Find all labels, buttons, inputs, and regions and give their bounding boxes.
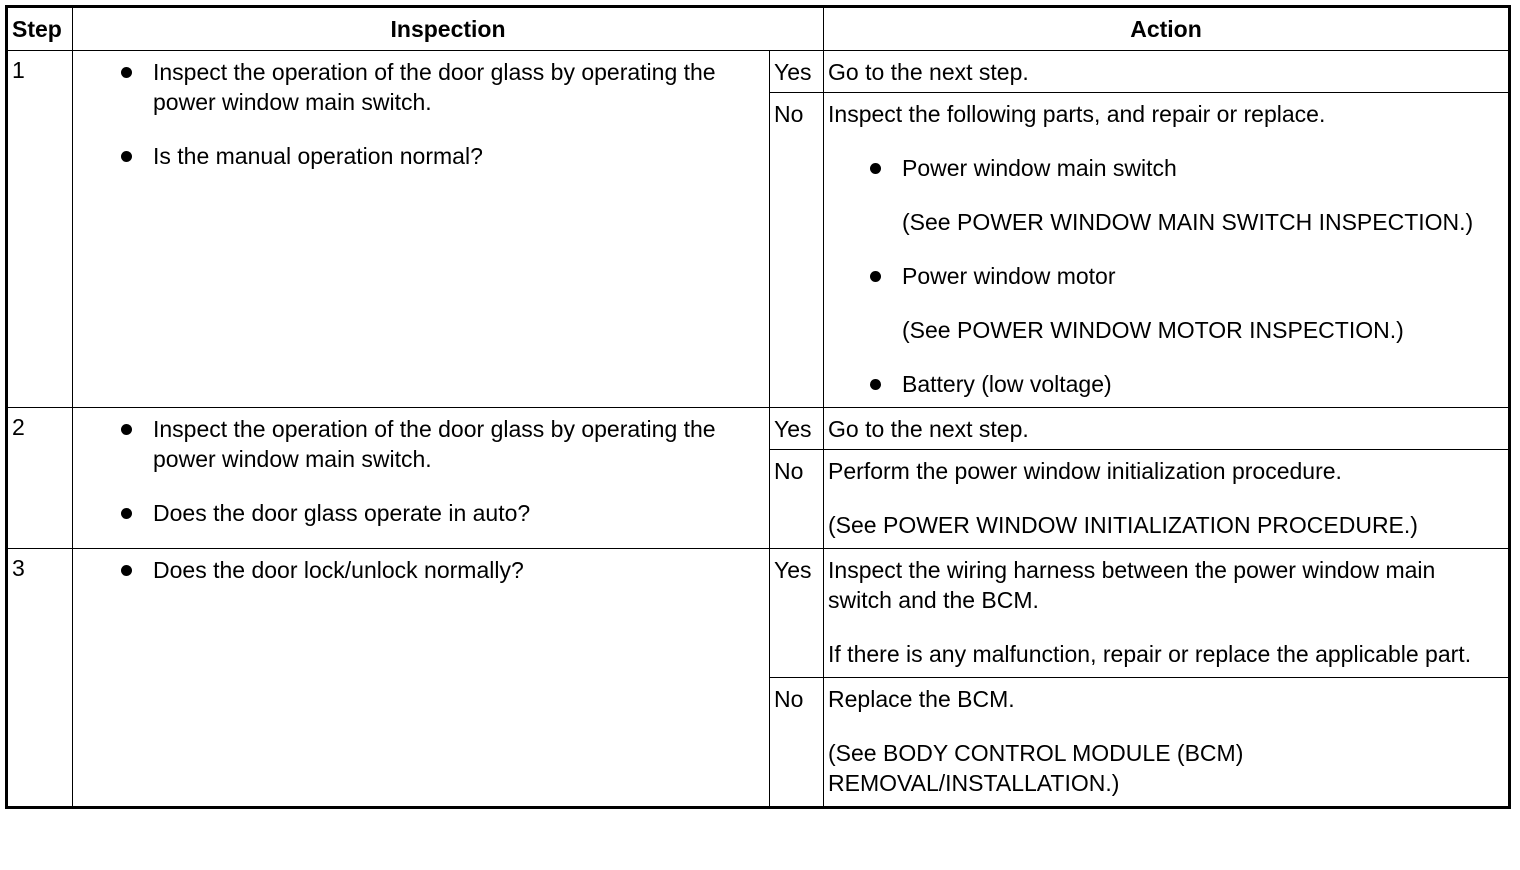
step-1-no-label: No <box>770 93 824 408</box>
inspection-bullet: Does the door glass operate in auto? <box>121 498 759 528</box>
step-2-yes-row <box>7 408 1510 450</box>
action-column-header: Action <box>824 7 1510 51</box>
inspection-bullet: Inspect the operation of the door glass by operating the power window main switch. <box>121 57 759 117</box>
step-2-yes-label: Yes <box>770 408 824 450</box>
bullet-icon <box>870 271 881 282</box>
step-2-yes-action: Go to the next step. <box>824 408 1510 450</box>
step-3-number: 3 <box>7 549 73 808</box>
bullet-icon <box>121 508 132 519</box>
bullet-icon <box>870 163 881 174</box>
step-1-no-action <box>824 93 1510 408</box>
bullet-icon <box>121 67 132 78</box>
step-2-inspection <box>73 408 770 549</box>
step-2-no-label: No <box>770 450 824 549</box>
step-1-inspection <box>73 51 770 408</box>
no-action-intro: Inspect the following parts, and repair or replace. <box>828 101 1326 127</box>
bullet-icon <box>121 424 132 435</box>
part-item: Power window motor <box>870 261 1498 291</box>
inspection-bullet: Is the manual operation normal? <box>121 141 759 171</box>
header-row <box>7 7 1510 51</box>
inspection-column-header: Inspection <box>73 7 824 51</box>
parts-list <box>870 153 1498 399</box>
step-1-yes-label: Yes <box>770 51 824 93</box>
step-3-yes-action: Inspect the wiring harness between the power window main switch and the BCM. If there is any malfunction, repair or replace the applicable part. <box>824 549 1510 678</box>
step-1-yes-action: Go to the next step. <box>824 51 1510 93</box>
bullet-icon <box>121 565 132 576</box>
bullet-icon <box>121 151 132 162</box>
inspection-bullet: Does the door lock/unlock normally? <box>121 555 759 585</box>
part-item: Power window main switch <box>870 153 1498 183</box>
part-reference: (See POWER WINDOW MAIN SWITCH INSPECTION.) <box>902 209 1474 235</box>
part-reference: (See POWER WINDOW MOTOR INSPECTION.) <box>902 317 1404 343</box>
step-3-yes-row <box>7 549 1510 678</box>
inspection-bullet: Inspect the operation of the door glass by operating the power window main switch. <box>121 414 759 474</box>
step-3-no-label: No <box>770 678 824 808</box>
step-column-header: Step <box>7 7 73 51</box>
step-3-yes-label: Yes <box>770 549 824 678</box>
bullet-icon <box>870 379 881 390</box>
troubleshooting-table <box>5 5 1511 809</box>
step-3-inspection <box>73 549 770 808</box>
part-item: Battery (low voltage) <box>870 369 1498 399</box>
step-1-number: 1 <box>7 51 73 408</box>
step-1-yes-row <box>7 51 1510 93</box>
step-3-no-action: Replace the BCM. (See BODY CONTROL MODULE (BCM) REMOVAL/INSTALLATION.) <box>824 678 1510 808</box>
step-2-no-action: Perform the power window initialization procedure. (See POWER WINDOW INITIALIZATION PROCEDURE.) <box>824 450 1510 549</box>
step-2-number: 2 <box>7 408 73 549</box>
